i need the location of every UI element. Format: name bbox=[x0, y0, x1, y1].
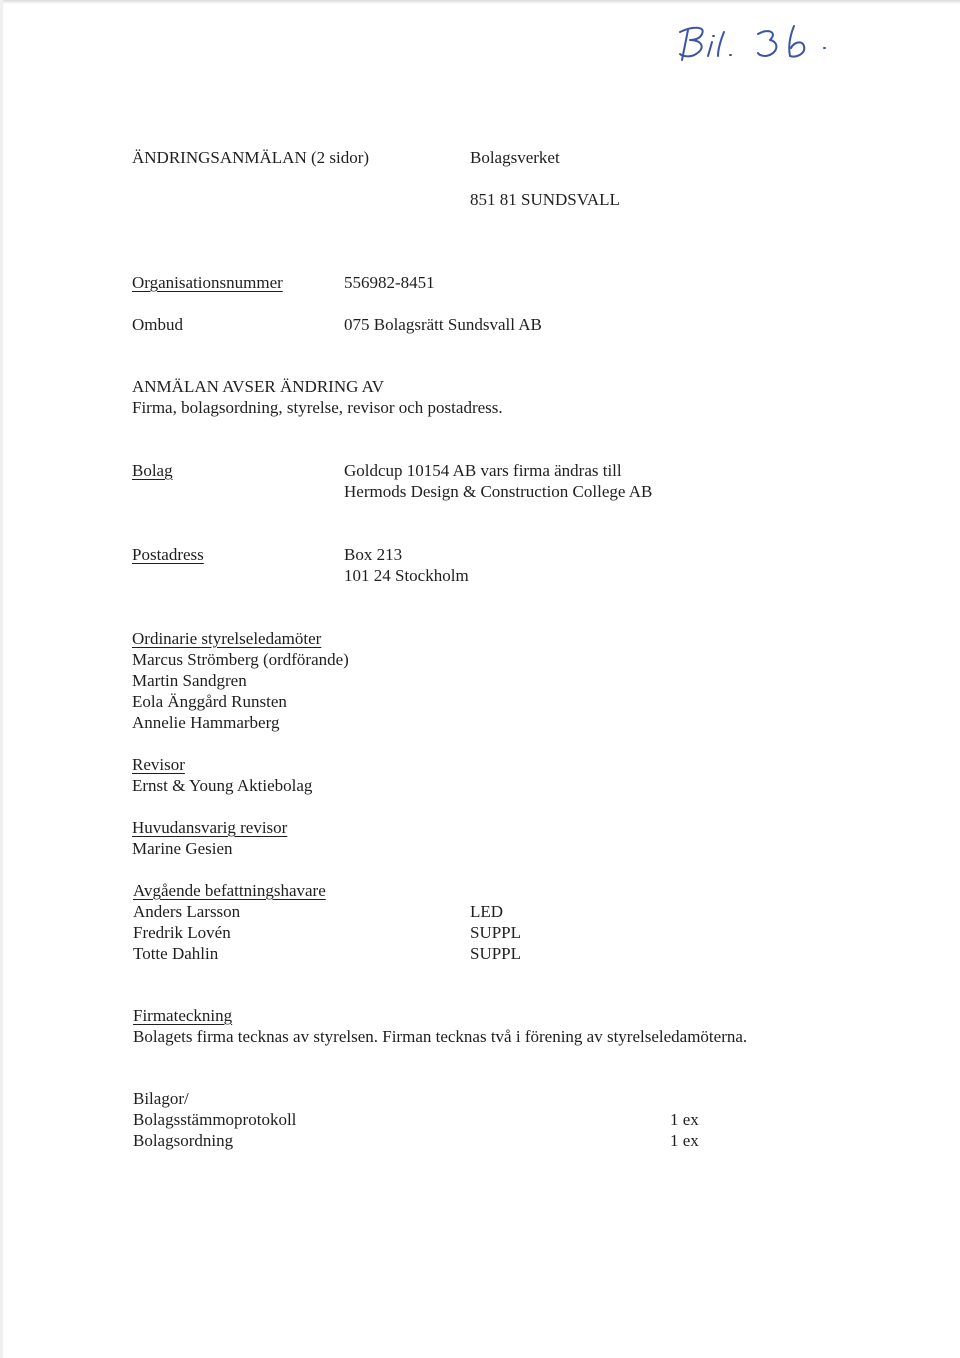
board-member: Martin Sandgren bbox=[132, 671, 247, 690]
departing-section bbox=[133, 880, 326, 964]
recipient-address: 851 81 SUNDSVALL bbox=[470, 190, 620, 209]
company-label: Bolag bbox=[132, 461, 173, 480]
departing-name: Totte Dahlin bbox=[133, 944, 219, 963]
recipient-name: Bolagsverket bbox=[470, 148, 560, 167]
company-line-2: Hermods Design & Construction College AB bbox=[344, 482, 653, 501]
document-title: ÄNDRINGSANMÄLAN (2 sidor) bbox=[132, 148, 370, 167]
board-member: Eola Änggård Runsten bbox=[132, 692, 287, 711]
departing-role: SUPPL bbox=[470, 944, 522, 963]
attachment-qty: 1 ex bbox=[670, 1131, 699, 1150]
board-label: Ordinarie styrelseledamöter bbox=[132, 629, 322, 648]
signatory-label: Firmateckning bbox=[133, 1006, 233, 1025]
auditor-label: Revisor bbox=[132, 755, 185, 774]
notice-heading: ANMÄLAN AVSER ÄNDRING AV bbox=[132, 377, 385, 396]
lead-auditor-name: Marine Gesien bbox=[132, 839, 233, 858]
attachment-name: Bolagsordning bbox=[133, 1131, 234, 1150]
attachment-quantities bbox=[670, 1109, 699, 1151]
agent-value: 075 Bolagsrätt Sundsvall AB bbox=[344, 315, 542, 334]
lead-auditor-section bbox=[132, 817, 287, 859]
departing-role: SUPPL bbox=[470, 923, 522, 942]
board-member: Annelie Hammarberg bbox=[132, 713, 280, 732]
org-number-value: 556982-8451 bbox=[344, 273, 435, 292]
handwritten-stamp-bil-3b bbox=[672, 18, 842, 68]
postal-label: Postadress bbox=[132, 545, 204, 564]
board-section bbox=[132, 628, 349, 733]
departing-name: Fredrik Lovén bbox=[133, 923, 231, 942]
org-number-label: Organisationsnummer bbox=[132, 273, 283, 292]
scan-edge bbox=[0, 0, 3, 1358]
company-line-1: Goldcup 10154 AB vars firma ändras till bbox=[344, 461, 622, 480]
company-value bbox=[344, 460, 652, 502]
lead-auditor-label: Huvudansvarig revisor bbox=[132, 818, 288, 837]
attachment-qty: 1 ex bbox=[670, 1110, 699, 1129]
departing-role: LED bbox=[470, 902, 504, 921]
attachments-label: Bilagor/ bbox=[133, 1089, 189, 1108]
auditor-name: Ernst & Young Aktiebolag bbox=[132, 776, 313, 795]
departing-roles bbox=[470, 901, 521, 964]
signatory-section bbox=[133, 1005, 747, 1047]
departing-name: Anders Larsson bbox=[133, 902, 241, 921]
signatory-text: Bolagets firma tecknas av styrelsen. Firman tecknas två i förening av styrelseledamöterna. bbox=[133, 1027, 748, 1046]
scan-edge bbox=[0, 0, 960, 4]
attachments-section bbox=[133, 1088, 296, 1151]
auditor-section bbox=[132, 754, 312, 796]
attachment-name: Bolagsstämmoprotokoll bbox=[133, 1110, 297, 1129]
postal-line-2: 101 24 Stockholm bbox=[344, 566, 469, 585]
departing-label: Avgående befattningshavare bbox=[133, 881, 326, 900]
agent-label: Ombud bbox=[132, 315, 183, 334]
board-member: Marcus Strömberg (ordförande) bbox=[132, 650, 349, 669]
notice-subject: Firma, bolagsordning, styrelse, revisor och postadress. bbox=[132, 398, 503, 417]
postal-line-1: Box 213 bbox=[344, 545, 403, 564]
postal-value bbox=[344, 544, 469, 586]
